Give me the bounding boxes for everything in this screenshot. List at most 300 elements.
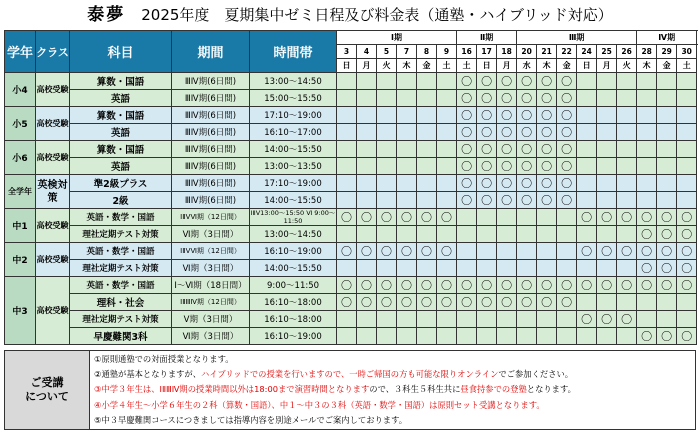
day-mark-cell [577,73,597,90]
day-mark-cell: 〇 [617,209,637,226]
day-mark-cell [437,107,457,124]
day-mark-cell [437,90,457,107]
day-mark-cell [437,226,457,243]
day-mark-cell: 〇 [477,158,497,175]
class-cell: 高校受験 [36,141,70,175]
day-mark-cell: 〇 [457,124,477,141]
day-mark-cell: 〇 [417,294,437,311]
day-mark-cell: 〇 [617,311,637,328]
day-mark-cell: 〇 [597,209,617,226]
day-mark-cell [377,175,397,192]
table-row [5,243,697,260]
day-mark-cell [437,328,457,345]
subject-cell: 早慶難関3科 [70,328,172,345]
day-mark-cell [677,90,697,107]
period-cell: ⅠⅡⅤⅥ期（12日間） [172,209,250,226]
day-mark-cell: 〇 [397,209,417,226]
day-mark-cell: 〇 [517,107,537,124]
day-mark-cell [397,311,417,328]
period-cell: ⅢⅣ期(6日間) [172,124,250,141]
time-cell: 17:10～19:00 [250,175,337,192]
day-mark-cell [497,243,517,260]
day-mark-cell: 〇 [557,175,577,192]
header-grade: 学年 [5,31,36,73]
day-mark-cell [397,175,417,192]
note-2: ②通塾が基本となりますが、ハイブリッドでの授業を行いますので、一時ご帰国の方も可能な限りオンラインでご参加ください。 [94,369,574,380]
day-mark-cell: 〇 [517,294,537,311]
time-cell: 14:00～15:50 [250,141,337,158]
time-cell: 16:10～19:00 [250,328,337,345]
day-mark-cell: 〇 [597,277,617,294]
day-mark-cell [637,294,657,311]
day-mark-cell [617,141,637,158]
phase-header: Ⅰ期 [337,31,457,45]
day-mark-cell: 〇 [417,243,437,260]
day-mark-cell [557,328,577,345]
day-mark-cell: 〇 [377,209,397,226]
day-mark-cell: 〇 [417,209,437,226]
day-mark-cell: 〇 [457,90,477,107]
day-mark-cell [337,107,357,124]
phase-header: Ⅲ期 [517,31,637,45]
table-row [5,73,697,90]
day-header: 8 [417,45,437,59]
day-header: 24 [577,45,597,59]
day-mark-cell [537,209,557,226]
day-mark-cell [657,175,677,192]
day-mark-cell: 〇 [657,260,677,277]
day-mark-cell: 〇 [337,277,357,294]
day-mark-cell: 〇 [677,209,697,226]
day-mark-cell: 〇 [657,277,677,294]
period-cell: ⅢⅣ期(6日間) [172,141,250,158]
day-mark-cell [377,73,397,90]
day-mark-cell [417,226,437,243]
day-mark-cell: 〇 [677,277,697,294]
day-mark-cell [677,124,697,141]
day-mark-cell: 〇 [537,141,557,158]
day-mark-cell [377,158,397,175]
day-mark-cell [477,260,497,277]
day-mark-cell [577,328,597,345]
day-mark-cell: 〇 [437,294,457,311]
day-mark-cell: 〇 [657,209,677,226]
day-mark-cell: 〇 [577,311,597,328]
day-mark-cell: 〇 [537,90,557,107]
weekday-header: 水 [517,59,537,73]
time-cell: 16:10～17:00 [250,124,337,141]
day-mark-cell [677,294,697,311]
day-mark-cell: 〇 [517,192,537,209]
table-row [5,226,697,243]
day-mark-cell: 〇 [497,141,517,158]
weekday-header: 月 [497,59,517,73]
time-cell: 13:00～14:50 [250,73,337,90]
day-mark-cell [397,90,417,107]
day-mark-cell [397,260,417,277]
day-mark-cell: 〇 [537,175,557,192]
grade-cell: 全学年 [5,175,36,209]
day-mark-cell [337,124,357,141]
day-mark-cell: 〇 [337,209,357,226]
day-mark-cell: 〇 [497,294,517,311]
weekday-header: 金 [657,59,677,73]
day-mark-cell: 〇 [577,209,597,226]
time-cell: 17:10～19:00 [250,107,337,124]
day-mark-cell: 〇 [657,243,677,260]
schedule-table [4,30,697,345]
day-mark-cell [377,107,397,124]
subject-cell: 英語・数学・国語 [70,243,172,260]
day-mark-cell: 〇 [397,277,417,294]
day-mark-cell [417,192,437,209]
day-mark-cell [677,73,697,90]
day-mark-cell: 〇 [477,175,497,192]
day-mark-cell [617,124,637,141]
day-mark-cell [417,73,437,90]
day-mark-cell: 〇 [457,175,477,192]
day-mark-cell: 〇 [537,124,557,141]
day-mark-cell [457,328,477,345]
day-mark-cell: 〇 [497,90,517,107]
day-mark-cell [397,124,417,141]
title-text: 2025年度 夏期集中ゼミ日程及び料金表（通塾・ハイブリッド対応） [141,6,613,24]
table-row [5,158,697,175]
day-mark-cell [437,141,457,158]
day-mark-cell: 〇 [577,277,597,294]
weekday-header: 日 [477,59,497,73]
day-mark-cell [537,260,557,277]
day-mark-cell [597,226,617,243]
day-mark-cell: 〇 [477,73,497,90]
day-mark-cell: 〇 [477,141,497,158]
day-mark-cell: 〇 [397,294,417,311]
day-mark-cell [497,328,517,345]
day-mark-cell: 〇 [457,294,477,311]
day-mark-cell [637,311,657,328]
subject-cell: 理科・社会 [70,294,172,311]
day-mark-cell [417,124,437,141]
day-mark-cell: 〇 [497,192,517,209]
weekday-header: 月 [357,59,377,73]
day-mark-cell [657,311,677,328]
day-header: 26 [617,45,637,59]
day-mark-cell [537,311,557,328]
day-mark-cell: 〇 [557,124,577,141]
period-cell: Ⅰ～Ⅵ期（18日間） [172,277,250,294]
day-mark-cell [617,107,637,124]
day-mark-cell [357,90,377,107]
day-mark-cell [477,311,497,328]
day-mark-cell [337,141,357,158]
day-header: 4 [357,45,377,59]
day-mark-cell [677,311,697,328]
day-mark-cell [437,311,457,328]
day-header: 7 [397,45,417,59]
day-mark-cell [497,226,517,243]
day-mark-cell: 〇 [477,192,497,209]
day-mark-cell: 〇 [397,243,417,260]
day-mark-cell [477,243,497,260]
day-header: 18 [497,45,517,59]
day-mark-cell: 〇 [637,209,657,226]
header-time: 時間帯 [250,31,337,73]
day-header: 17 [477,45,497,59]
day-header: 30 [677,45,697,59]
subject-cell: 英語 [70,124,172,141]
subject-cell: 英語・数学・国語 [70,209,172,226]
day-mark-cell [397,73,417,90]
day-mark-cell [417,260,437,277]
day-mark-cell: 〇 [377,277,397,294]
day-mark-cell [357,260,377,277]
day-mark-cell: 〇 [637,328,657,345]
day-mark-cell [577,141,597,158]
period-cell: ⅢⅣ期(6日間) [172,90,250,107]
day-mark-cell: 〇 [457,277,477,294]
period-cell: ⅢⅣ期(6日間) [172,107,250,124]
day-mark-cell [457,260,477,277]
table-row [5,328,697,345]
weekday-header: 金 [557,59,577,73]
subject-cell: 算数・国語 [70,107,172,124]
period-cell: ⅢⅣ期(6日間) [172,73,250,90]
time-cell: 14:00～15:50 [250,192,337,209]
day-mark-cell [637,90,657,107]
note-3: ③中学３年生は、ⅠⅡⅢⅣ期の授業時間以外は18:00まで演習時間となりますので、３科生５科生共に昼食持参での登塾となります。 [94,384,576,395]
day-mark-cell [657,73,677,90]
day-mark-cell [577,175,597,192]
day-mark-cell [417,107,437,124]
day-mark-cell [477,328,497,345]
subject-cell: 準2級プラス [70,175,172,192]
table-row [5,277,697,294]
day-mark-cell: 〇 [477,124,497,141]
day-mark-cell: 〇 [677,260,697,277]
day-mark-cell [557,226,577,243]
weekday-header: 金 [417,59,437,73]
weekday-header: 土 [677,59,697,73]
day-mark-cell: 〇 [557,141,577,158]
day-mark-cell [477,209,497,226]
day-mark-cell [457,209,477,226]
day-mark-cell: 〇 [577,243,597,260]
day-mark-cell: 〇 [537,158,557,175]
day-mark-cell: 〇 [537,73,557,90]
day-mark-cell: 〇 [677,226,697,243]
day-mark-cell [397,328,417,345]
subject-cell: 理社定期テスト対策 [70,260,172,277]
subject-cell: 2級 [70,192,172,209]
day-mark-cell [677,141,697,158]
notes-label-line2: について [25,390,69,403]
day-mark-cell: 〇 [497,175,517,192]
day-mark-cell: 〇 [357,277,377,294]
day-mark-cell [617,158,637,175]
day-mark-cell: 〇 [557,107,577,124]
day-mark-cell [677,158,697,175]
day-mark-cell: 〇 [517,73,537,90]
table-row [5,124,697,141]
day-mark-cell [617,260,637,277]
day-mark-cell [337,90,357,107]
day-mark-cell [597,90,617,107]
table-row [5,90,697,107]
day-mark-cell [437,260,457,277]
day-mark-cell [677,175,697,192]
day-mark-cell [657,192,677,209]
day-mark-cell [337,311,357,328]
day-mark-cell [657,107,677,124]
class-cell: 高校受験 [36,243,70,277]
day-mark-cell: 〇 [537,107,557,124]
table-row [5,141,697,158]
day-mark-cell [437,192,457,209]
table-row [5,294,697,311]
day-mark-cell: 〇 [657,226,677,243]
day-mark-cell [437,124,457,141]
day-mark-cell [617,192,637,209]
day-mark-cell [577,90,597,107]
time-cell: 14:00～15:50 [250,260,337,277]
day-mark-cell: 〇 [357,243,377,260]
period-cell: ⅠⅡⅤⅥ期（12日間） [172,243,250,260]
day-mark-cell: 〇 [517,90,537,107]
day-mark-cell [597,141,617,158]
day-mark-cell: 〇 [437,277,457,294]
day-mark-cell: 〇 [457,141,477,158]
day-mark-cell: 〇 [557,192,577,209]
day-mark-cell [377,124,397,141]
day-mark-cell [377,260,397,277]
day-header: 16 [457,45,477,59]
subject-cell: 算数・国語 [70,73,172,90]
day-mark-cell [537,243,557,260]
table-row [5,209,697,226]
day-mark-cell [397,141,417,158]
day-mark-cell [537,328,557,345]
day-mark-cell [397,226,417,243]
day-mark-cell [417,158,437,175]
time-cell: 16:10～18:00 [250,294,337,311]
weekday-header: 土 [457,59,477,73]
day-mark-cell [517,328,537,345]
grade-cell: 小6 [5,141,36,175]
table-row [5,311,697,328]
day-mark-cell [537,226,557,243]
day-mark-cell: 〇 [517,124,537,141]
day-mark-cell [377,192,397,209]
weekday-header: 火 [377,59,397,73]
day-mark-cell [357,226,377,243]
grade-cell: 小5 [5,107,36,141]
phase-header: Ⅳ期 [637,31,697,45]
day-mark-cell [557,311,577,328]
day-mark-cell: 〇 [457,158,477,175]
day-mark-cell [617,90,637,107]
day-mark-cell: 〇 [497,158,517,175]
day-mark-cell [377,90,397,107]
phase-header: Ⅱ期 [457,31,517,45]
day-mark-cell [397,107,417,124]
day-mark-cell [617,175,637,192]
weekday-header: 月 [597,59,617,73]
day-mark-cell [377,226,397,243]
day-mark-cell [457,243,477,260]
day-mark-cell: 〇 [477,294,497,311]
day-mark-cell: 〇 [617,277,637,294]
day-mark-cell: 〇 [517,277,537,294]
day-mark-cell [517,311,537,328]
weekday-header: 木 [397,59,417,73]
day-header: 29 [657,45,677,59]
day-mark-cell: 〇 [517,158,537,175]
brand-logo: 泰夢 [87,5,126,25]
day-mark-cell [577,107,597,124]
day-mark-cell: 〇 [497,73,517,90]
notes-body [90,351,696,430]
day-mark-cell [357,192,377,209]
day-mark-cell: 〇 [457,73,477,90]
day-mark-cell [357,73,377,90]
day-mark-cell [497,311,517,328]
day-mark-cell [597,158,617,175]
class-cell: 高校受験 [36,277,70,345]
day-mark-cell: 〇 [637,243,657,260]
day-mark-cell [377,141,397,158]
day-mark-cell [417,175,437,192]
subject-cell: 理社定期テスト対策 [70,311,172,328]
day-mark-cell [577,158,597,175]
weekday-header: 土 [437,59,457,73]
day-mark-cell: 〇 [557,90,577,107]
day-mark-cell [337,192,357,209]
notes-label-line1: ご受講 [30,376,64,389]
day-mark-cell [377,311,397,328]
period-cell: ⅢⅣ期(6日間) [172,192,250,209]
day-mark-cell: 〇 [677,328,697,345]
day-mark-cell [657,141,677,158]
class-cell: 英検対策 [36,175,70,209]
class-cell: 高校受験 [36,107,70,141]
period-cell: ⅢⅣ期(6日間) [172,175,250,192]
day-mark-cell [337,158,357,175]
day-mark-cell: 〇 [357,209,377,226]
day-mark-cell [597,294,617,311]
day-mark-cell [657,294,677,311]
day-mark-cell: 〇 [497,107,517,124]
time-cell: 15:00～15:50 [250,90,337,107]
day-mark-cell [337,260,357,277]
day-mark-cell: 〇 [377,243,397,260]
day-mark-cell [497,209,517,226]
day-mark-cell: 〇 [337,243,357,260]
day-mark-cell [437,158,457,175]
day-mark-cell [637,192,657,209]
day-mark-cell [577,226,597,243]
day-header: 28 [637,45,657,59]
day-mark-cell [637,107,657,124]
day-mark-cell [517,226,537,243]
day-mark-cell [517,260,537,277]
day-mark-cell [357,175,377,192]
day-mark-cell: 〇 [477,107,497,124]
day-mark-cell [497,260,517,277]
day-mark-cell [337,73,357,90]
weekday-header: 日 [577,59,597,73]
time-cell: 13:00～14:50 [250,226,337,243]
day-mark-cell: 〇 [517,141,537,158]
